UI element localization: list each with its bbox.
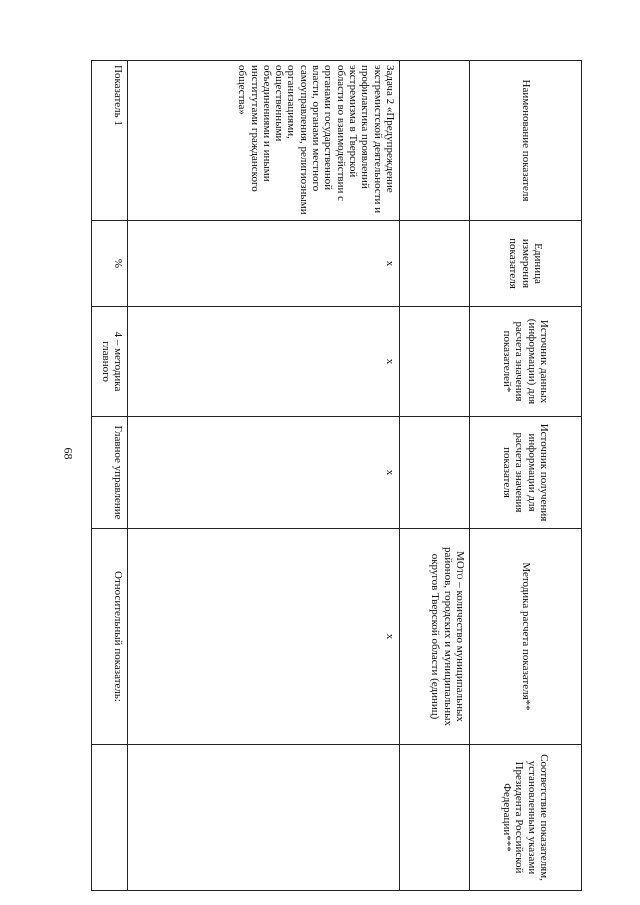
table-header-row <box>470 61 582 891</box>
table-row-indicator <box>92 61 128 891</box>
mo-method-text: – количество муниципальных районов, городских и муниципальных округов Тверской области (единиц) <box>429 546 466 727</box>
header-method: Методика расчета показателя** <box>470 529 582 745</box>
indicator-conformity-cell <box>92 745 128 891</box>
header-name: Наименование показателя <box>470 61 582 221</box>
task-conformity-cell <box>128 745 400 891</box>
page-number: 68 <box>61 447 76 460</box>
table-row-task <box>128 61 400 891</box>
header-conformity: Соответствие показателям, установленным указами Президента Российской Федерации*** <box>470 745 582 891</box>
header-data-source: Источник данных (информации) для расчета значения показателей* <box>470 307 582 417</box>
indicator-name-cell: Показатель 1 <box>92 61 128 221</box>
table-row-mo <box>400 61 470 891</box>
mo-method-prefix: МО <box>454 551 466 569</box>
indicator-method-cell: Относительный показатель: <box>92 529 128 745</box>
indicator-unit-cell: % <box>92 221 128 307</box>
task-info-source-cell: х <box>128 417 400 529</box>
task-data-source-cell: х <box>128 307 400 417</box>
indicator-data-source-cell: 4 – методика главного <box>92 307 128 417</box>
header-info-source: Источник получения информации для расчета значения показателя <box>470 417 582 529</box>
mo-data-source-cell <box>400 307 470 417</box>
mo-name-cell <box>400 61 470 221</box>
mo-conformity-cell <box>400 745 470 891</box>
indicators-table-wrapper <box>92 60 582 890</box>
indicator-info-source-cell: Главное управление <box>92 417 128 529</box>
mo-method-subscript: ТО <box>455 568 464 580</box>
task-method-cell: х <box>128 529 400 745</box>
mo-unit-cell <box>400 221 470 307</box>
mo-info-source-cell <box>400 417 470 529</box>
indicators-table <box>91 60 582 891</box>
header-unit: Единица измерения показателя <box>470 221 582 307</box>
task-name-cell: Задача 2 «Предупреждение экстремистской деятельности и профилактика проявлений экстремизма в Тверской области во взаимодействии с органами государственной власти, органами местного самоуправления, религиозными организациями, общественными объединениями и иными институтами гражданского общества» <box>128 61 400 221</box>
mo-method-cell <box>400 529 470 745</box>
task-unit-cell: х <box>128 221 400 307</box>
